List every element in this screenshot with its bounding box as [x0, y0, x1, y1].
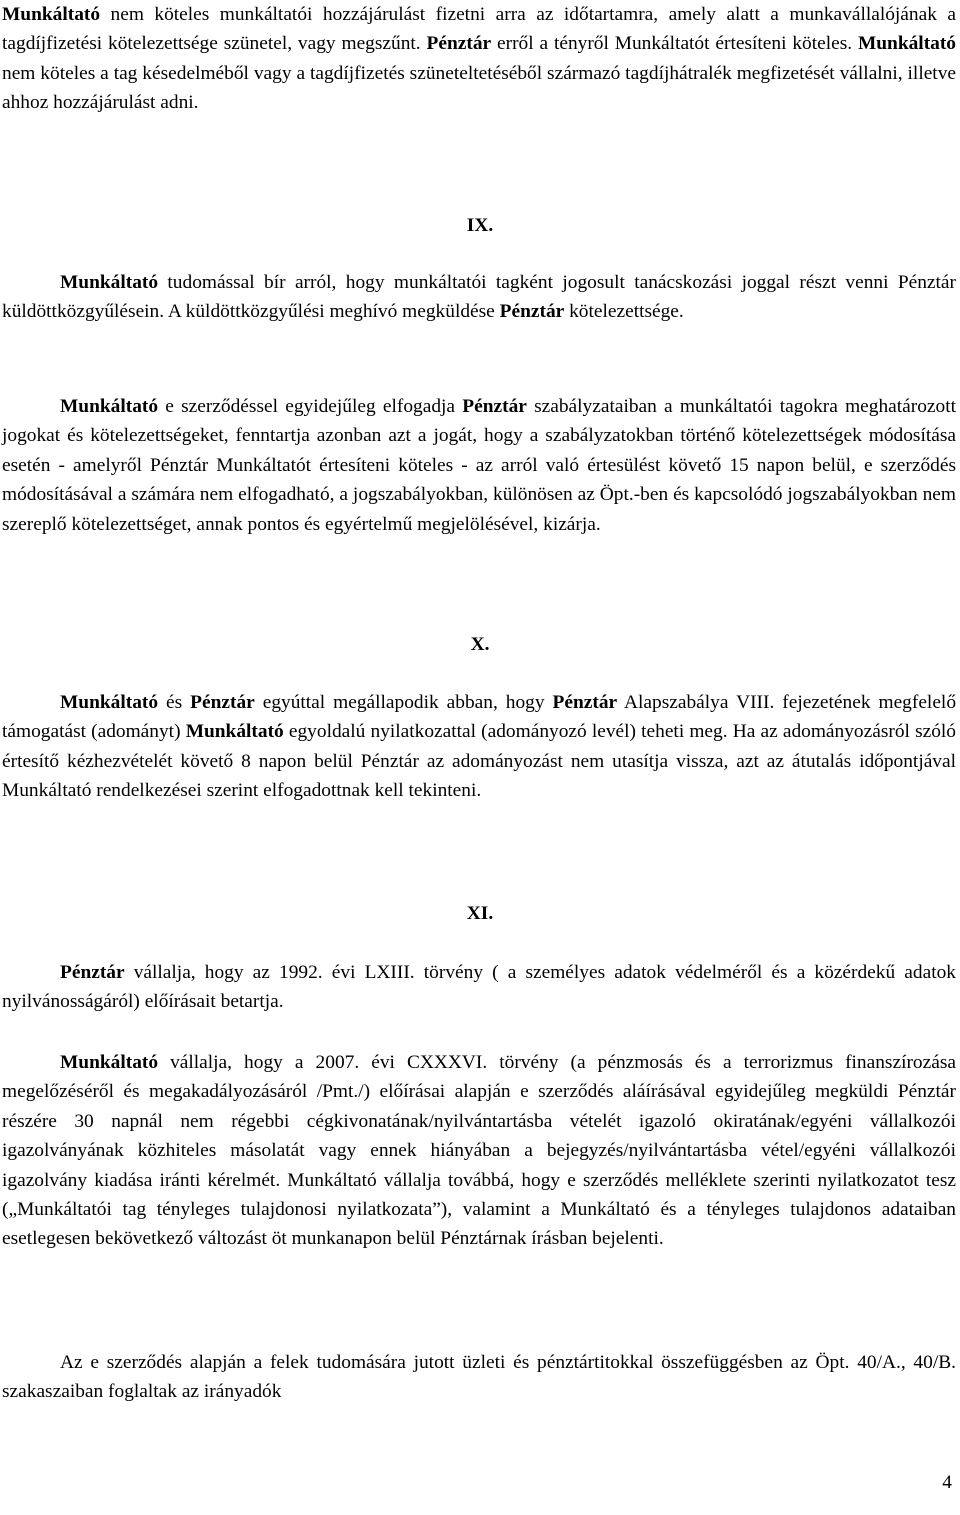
- bold-term: Munkáltató: [185, 721, 284, 743]
- bold-term: Munkáltató: [60, 1052, 159, 1073]
- paragraph-text: szabályzataiban a munkáltatói tagokra meghatározott jogokat és kötelezettségeket, fenntartja azonban azt a jogát, hogy a szabályzatokban történő kötelezettségek módosítása esetén - amelyről Pénztár Munkáltatót értesíteni köteles - az arról való értesülést követő 15 napon belül, e szerződés módosításával a számára nem elfogadható, a jogszabályokban, különösen az Öpt.-ben és kapcsolódó jogszabályokban nem szereplő kötelezettséget, annak pontos és egyértelmű megjelölésével, kizárja.: [2, 396, 956, 535]
- paragraph-text: nem köteles munkáltatói hozzájárulást fizetni arra az időtartamra, amely alatt a munkavállalójának a tagdíjfizetési kötelezettsége szünetel, vagy megszűnt.: [2, 4, 956, 55]
- paragraph-regulations-acceptance: [2, 392, 956, 539]
- bold-term: Munkáltató: [2, 4, 101, 25]
- bold-term: Pénztár: [462, 396, 527, 417]
- paragraph-text: egyoldalú nyilatkozattal (adományozó levél) teheti meg. Ha az adományozásról szóló értesítő kézhezvételét követő 8 napon belül Pénztár az adományozást nem utasítja vissza, azt az átutalás időpontjával Munkáltató rendelkezései szerint elfogadottnak kell tekinteni.: [2, 721, 956, 802]
- section-heading-xi: XI.: [466, 903, 494, 924]
- bold-term: Munkáltató: [60, 692, 159, 713]
- paragraph-text: egyúttal megállapodik abban, hogy: [254, 692, 553, 713]
- bold-term: Pénztár: [426, 33, 492, 55]
- section-heading-ix: IX.: [466, 215, 494, 236]
- paragraph-donation: [2, 688, 956, 806]
- paragraph-text: vállalja, hogy az 1992. évi LXIII. törvény ( a személyes adatok védelméről és a közérdekű adatok nyilvánosságáról) előírásait betartja.: [2, 962, 956, 1013]
- bold-term: Pénztár: [499, 301, 565, 323]
- paragraph-money-laundering: [2, 1048, 956, 1254]
- paragraph-text: nem köteles a tag késedelméből vagy a tagdíjfizetés szüneteltetéséből származó tagdíjhátralék megfizetését vállalni, illetve ahhoz hozzájárulást adni.: [2, 62, 956, 114]
- page-number: 4: [942, 1472, 952, 1493]
- bold-term: Munkáltató: [60, 272, 159, 293]
- paragraph-confidentiality: [2, 1348, 956, 1407]
- bold-term: Pénztár: [60, 962, 125, 983]
- paragraph-text: kötelezettsége.: [564, 301, 684, 323]
- paragraph-text: e szerződéssel egyidejűleg elfogadja: [158, 396, 463, 417]
- section-heading-x: X.: [470, 634, 490, 655]
- paragraph-data-protection: [2, 958, 956, 1017]
- paragraph-text: tudomással bír arról, hogy munkáltatói tagként jogosult tanácskozási joggal részt venni Pénztár küldöttközgyűlésein. A küldöttközgyűlési meghívó megküldése: [2, 272, 956, 323]
- paragraph-text: és: [158, 692, 191, 713]
- bold-term: Munkáltató: [857, 33, 956, 55]
- bold-term: Munkáltató: [60, 396, 159, 417]
- bold-term: Pénztár: [552, 692, 618, 713]
- paragraph-text: erről a tényről Munkáltatót értesíteni köteles.: [491, 33, 858, 55]
- paragraph-text: Az e szerződés alapján a felek tudomására jutott üzleti és pénztártitokkal összefüggésben az Öpt. 40/A., 40/B. szakaszaiban foglaltak az irányadók: [2, 1352, 956, 1403]
- paragraph-text: vállalja, hogy a 2007. évi CXXXVI. törvény (a pénzmosás és a terrorizmus finanszírozása megelőzéséről és megakadályozásáról /Pmt./) előírásai alapján e szerződés aláírásával egyidejűleg megküldi Pénztár részére 30 napnál nem régebbi cégkivonatának/nyilvántartásba vételét igazoló okiratának/egyéni vállalkozói igazolványának közhiteles másolatát vagy ennek hiányában a bejegyzés/nyilvántartásba vétel/egyéni vállalkozói igazolvány kiadása iránti kérelmét. Munkáltató vállalja továbbá, hogy e szerződés melléklete szerinti nyilatkozatot tesz („Munkáltatói tag tényleges tulajdonosi nyilatkozata”), valamint a Munkáltató és a tényleges tulajdonos adataiban esetlegesen bekövetkező változást öt munkanapon belül Pénztárnak írásban bejelenti.: [2, 1052, 956, 1250]
- bold-term: Pénztár: [190, 692, 255, 713]
- paragraph-assembly-rights: [2, 268, 956, 327]
- paragraph-employer-contribution: [2, 0, 956, 118]
- paragraph-text: Alapszabálya VIII. fejezetének megfelelő támogatást (adományt): [2, 692, 957, 743]
